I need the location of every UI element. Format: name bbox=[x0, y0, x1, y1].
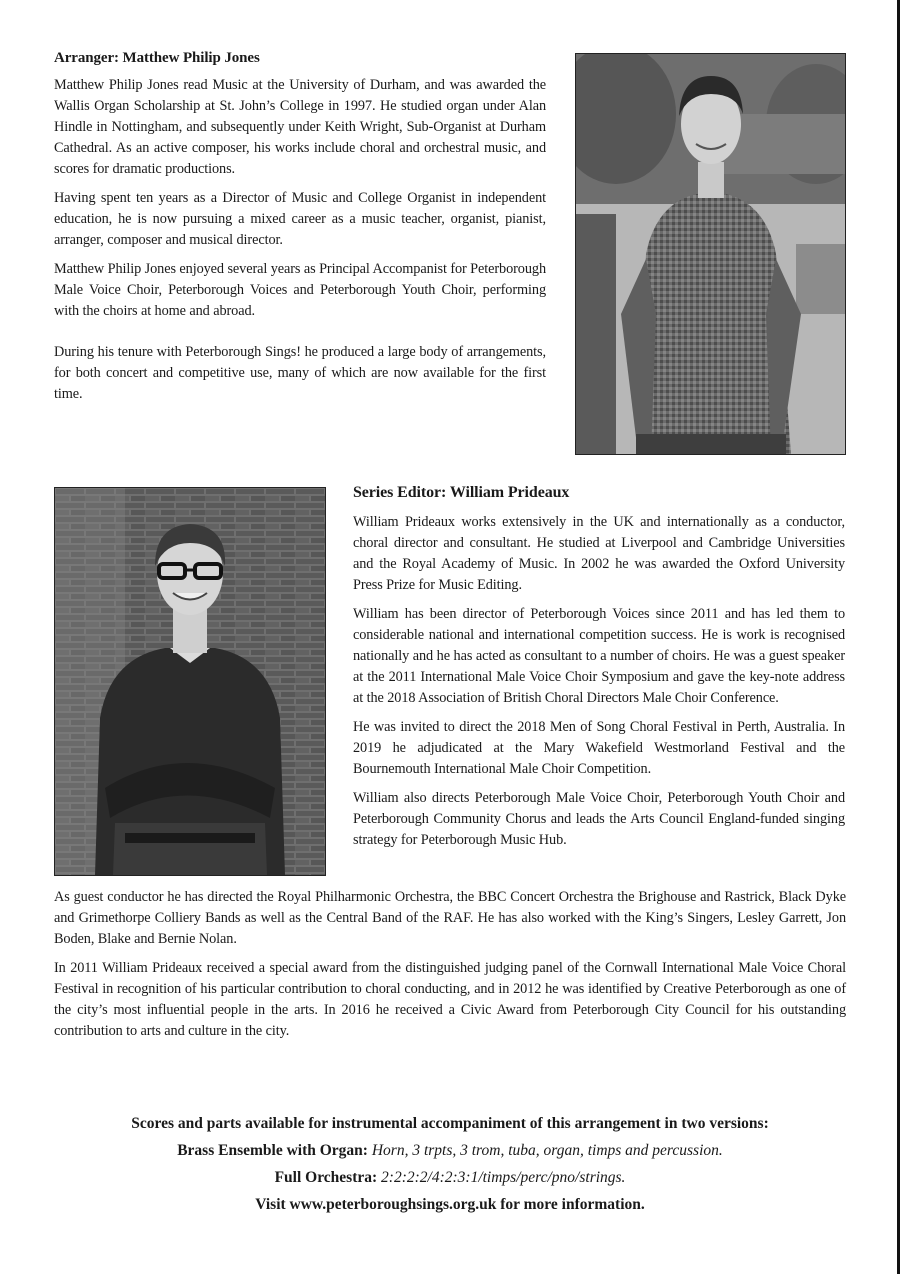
editor-photo bbox=[54, 487, 326, 876]
editor-paragraph-2: William has been director of Peterborough Voices since 2011 and has led them to considerable national and international competition success. He is work is recognised nationally and he has acted as consultant to a number of choirs. He was a guest speaker at the 2011 International Male Voice Choir Symposium and gave the key-note address at the 2018 Association of British Choral Directors Male Choir Conference. bbox=[353, 606, 845, 706]
editor-paragraph-4: William also directs Peterborough Male Voice Choir, Peterborough Youth Choir and Peterborough Community Chorus and leads the Arts Council England-funded singing strategy for Peterborough Music Hub. bbox=[353, 790, 845, 848]
footer-availability-line: Scores and parts available for instrumental accompaniment of this arrangement in two versions: bbox=[131, 1115, 769, 1132]
footer-orchestra-line bbox=[40, 1166, 860, 1189]
arranger-photo bbox=[575, 53, 846, 455]
arranger-heading: Arranger: Matthew Philip Jones bbox=[54, 50, 260, 66]
editor-paragraph-3: He was invited to direct the 2018 Men of Song Choral Festival in Perth, Australia. In 2019 he adjudicated at the Mary Wakefield Westmorland Festival and the Bournemouth International Male Choir Competition. bbox=[353, 719, 845, 777]
orchestra-label: Full Orchestra: bbox=[274, 1169, 378, 1186]
arranger-section bbox=[54, 50, 546, 413]
editor-paragraph-1: William Prideaux works extensively in the UK and internationally as a conductor, choral director and consultant. He studied at Liverpool and Cambridge Universities and the Royal Academy of Music. In 2002 he was awarded the Oxford University Press Prize for Music Editing. bbox=[353, 514, 845, 593]
footer-visit-line: Visit www.peterboroughsings.org.uk for more information. bbox=[255, 1196, 645, 1213]
arranger-paragraph-4: During his tenure with Peterborough Sings! he produced a large body of arrangements, for both concert and competitive use, many of which are now available for the first time. bbox=[54, 344, 546, 402]
footer-brass-line bbox=[40, 1139, 860, 1162]
brass-detail: Horn, 3 trpts, 3 trom, tuba, organ, timps and percussion. bbox=[371, 1142, 723, 1159]
editor-paragraph-6: In 2011 William Prideaux received a special award from the distinguished judging panel of the Cornwall International Male Voice Choral Festival in recognition of his particular contribution to choral conducting, and in 2012 he was identified by Creative Peterborough as one of the city’s most influential people in the arts. In 2016 he received a Civic Award from Peterborough City Council for his outstanding contribution to arts and culture in the city. bbox=[54, 960, 846, 1039]
brass-label: Brass Ensemble with Organ: bbox=[177, 1142, 368, 1159]
arranger-paragraph-3: Matthew Philip Jones enjoyed several years as Principal Accompanist for Peterborough Male Voice Choir, Peterborough Voices and Peterborough Youth Choir, performing with the choirs at home and abroad. bbox=[54, 261, 546, 319]
footer-notice bbox=[40, 1112, 860, 1220]
arranger-paragraph-1: Matthew Philip Jones read Music at the University of Durham, and was awarded the Wallis Organ Scholarship at St. John’s College in 1997. He studied organ under Alan Hindle in Nottingham, and subsequently under Keith Wright, Sub-Organist at Durham Cathedral. As an active composer, his works include choral and orchestral music, and scores for dramatic productions. bbox=[54, 77, 546, 177]
orchestra-detail: 2:2:2:2/4:2:3:1/timps/perc/pno/strings. bbox=[381, 1169, 626, 1186]
arranger-paragraph-2: Having spent ten years as a Director of Music and College Organist in independent education, he is now pursuing a mixed career as a music teacher, organist, pianist, arranger, composer and musical director. bbox=[54, 190, 546, 248]
arranger-portrait-illustration bbox=[576, 54, 845, 454]
editor-paragraph-5: As guest conductor he has directed the Royal Philharmonic Orchestra, the BBC Concert Orchestra the Brighouse and Rastrick, Black Dyke and Grimethorpe Colliery Bands as well as the Central Band of the RAF. He has also worked with the King’s Singers, Lesley Garrett, Jon Boden, Blake and Bernie Nolan. bbox=[54, 889, 846, 947]
editor-heading: Series Editor: William Prideaux bbox=[353, 484, 570, 501]
editor-full-width-section bbox=[54, 887, 846, 1050]
editor-section bbox=[353, 484, 845, 859]
editor-portrait-illustration bbox=[55, 488, 325, 875]
